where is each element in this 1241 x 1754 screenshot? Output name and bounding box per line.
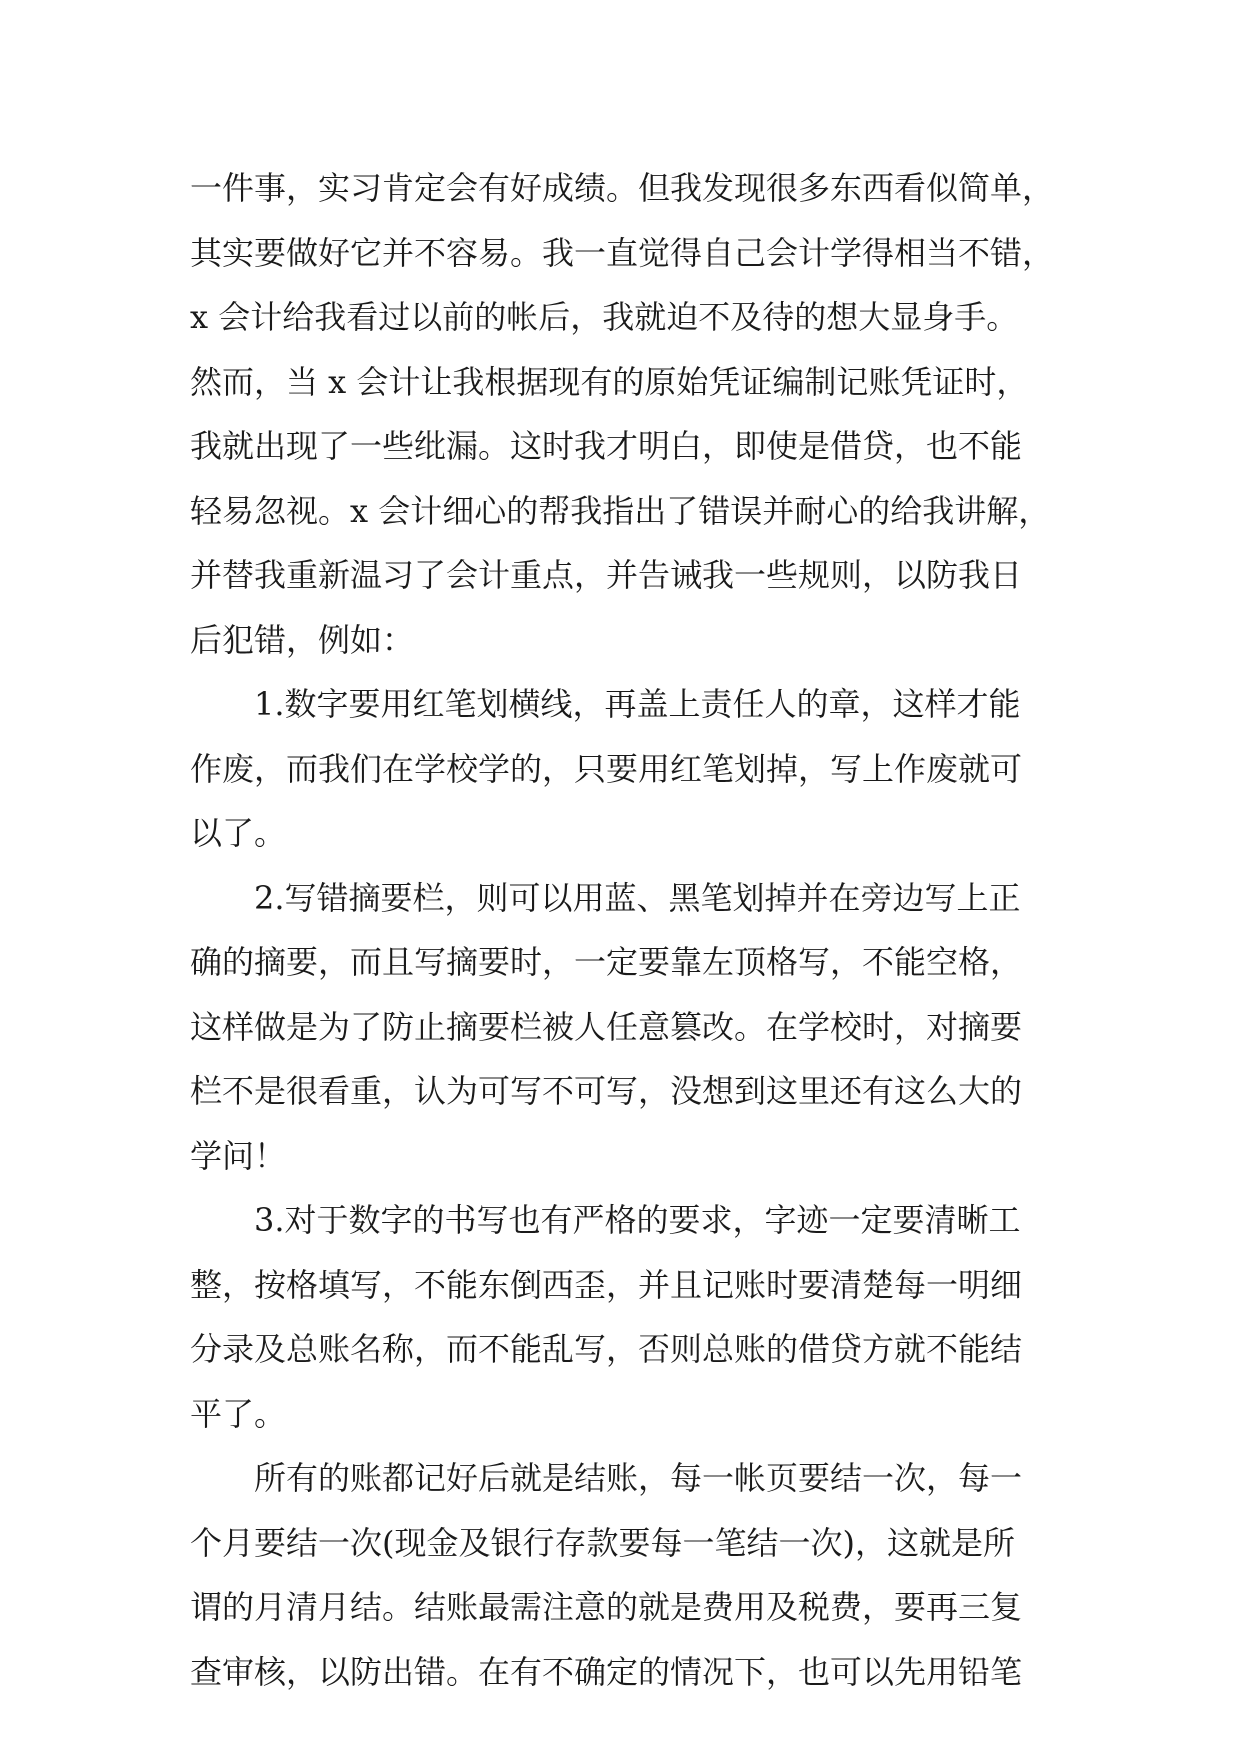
text-line: 我就出现了一些纰漏。这时我才明白，即使是借贷，也不能 [190, 427, 1023, 465]
text-line: 轻易忽视。x 会计细心的帮我指出了错误并耐心的给我讲解， [190, 491, 1051, 530]
text-line: 作废，而我们在学校学的，只要用红笔划掉，写上作废就可 [190, 749, 1023, 788]
text-line: 其实要做好它并不容易。我一直觉得自己会计学得相当不错， [190, 233, 1055, 272]
text-line: 谓的月清月结。结账最需注意的就是费用及税费，要再三复 [190, 1588, 1023, 1626]
text-line: 确的摘要，而且写摘要时，一定要靠左顶格写，不能空格， [190, 943, 1023, 981]
text-line: 平了。 [190, 1394, 287, 1433]
text-line: 以了。 [190, 814, 287, 852]
text-line: 这样做是为了防止摘要栏被人任意篡改。在学校时，对摘要 [190, 1007, 1023, 1046]
body-text [190, 156, 1060, 1704]
text-line: 分录及总账名称，而不能乱写，否则总账的借贷方就不能结 [190, 1330, 1023, 1368]
text-line: 1.数字要用红笔划横线，再盖上责任人的章，这样才能 [254, 685, 1021, 723]
text-line: 一件事，实习肯定会有好成绩。但我发现很多东西看似简单， [190, 169, 1055, 207]
text-line: 3.对于数字的书写也有严格的要求，字迹一定要清晰工 [254, 1201, 1021, 1239]
text-line: 整，按格填写，不能东倒西歪，并且记账时要清楚每一明细 [190, 1265, 1023, 1304]
text-line: 学问！ [190, 1136, 287, 1175]
text-line: 然而，当 x 会计让我根据现有的原始凭证编制记账凭证时， [190, 362, 1029, 401]
text-line: 并替我重新温习了会计重点，并告诫我一些规则，以防我日 [190, 556, 1023, 594]
text-line: 所有的账都记好后就是结账，每一帐页要结一次，每一 [254, 1459, 1023, 1497]
text-line: 查审核，以防出错。在有不确定的情况下，也可以先用铅笔 [190, 1652, 1023, 1691]
text-line: 2.写错摘要栏，则可以用蓝、黑笔划掉并在旁边写上正 [254, 878, 1021, 917]
text-line: x 会计给我看过以前的帐后，我就迫不及待的想大显身手。 [190, 298, 1019, 336]
text-line: 后犯错，例如： [190, 620, 415, 659]
text-line: 个月要结一次(现金及银行存款要每一笔结一次)，这就是所 [190, 1523, 1015, 1562]
text-line: 栏不是很看重，认为可写不可写，没想到这里还有这么大的 [190, 1072, 1023, 1110]
